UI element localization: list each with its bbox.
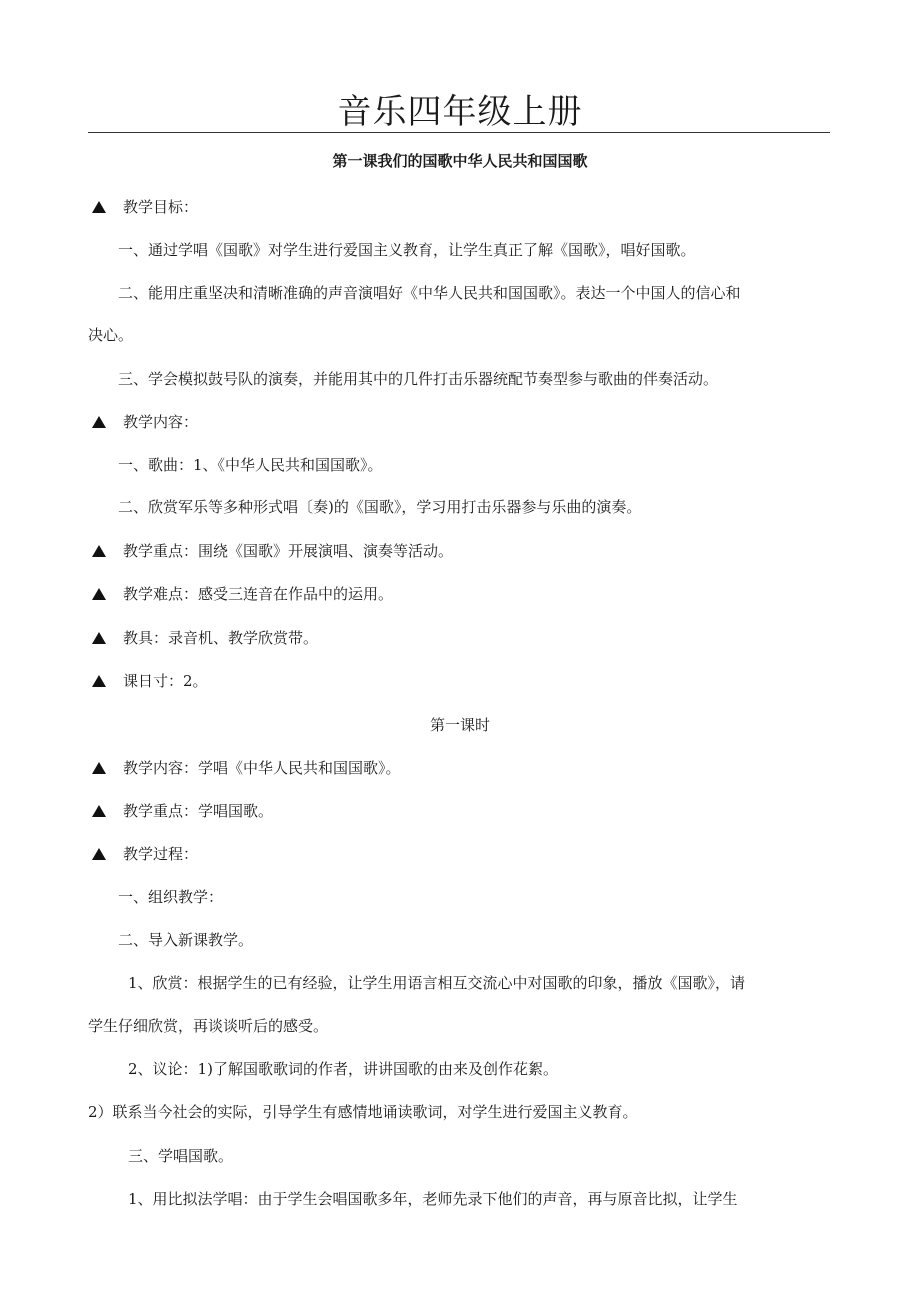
bullet-line-lesson-content [92, 757, 401, 779]
triangle-bullet-icon [92, 416, 106, 428]
triangle-bullet-icon [92, 805, 106, 817]
bullet-text: 教学内容：学唱《中华人民共和国国歌》。 [123, 759, 401, 777]
bullet-text: 教学重点：学唱国歌。 [123, 802, 274, 820]
paragraph-line: 一、通过学唱《国歌》对学生进行爱国主义教育，让学生真正了解《国歌》，唱好国歌。 [118, 241, 696, 259]
bullet-text: 教学过程： [123, 845, 199, 863]
lesson-title: 第一课我们的国歌中华人民共和国国歌 [332, 152, 588, 170]
paragraph-line: 1、用比拟法学唱：由于学生会唱国歌多年，老师先录下他们的声音，再与原音比拟，让学生 [128, 1190, 738, 1208]
bullet-line-process [92, 843, 198, 865]
triangle-bullet-icon [92, 545, 106, 557]
triangle-bullet-icon [92, 201, 106, 213]
title-divider [88, 132, 830, 133]
bullet-line-difficulties [92, 583, 393, 605]
paragraph-line: 2、议论：1)了解国歌歌词的作者，讲讲国歌的由来及创作花絮。 [128, 1060, 558, 1078]
bullet-text: 教学目标： [123, 198, 199, 216]
bullet-line-content [92, 411, 198, 433]
paragraph-line: 2）联系当今社会的实际，引导学生有感情地诵读歌词，对学生进行爱国主义教育。 [88, 1103, 638, 1121]
bullet-text: 课日寸：2。 [123, 672, 208, 690]
bullet-text: 教学重点：围绕《国歌》开展演唱、演奏等活动。 [123, 542, 454, 560]
paragraph-line: 一、组织教学： [118, 888, 224, 906]
triangle-bullet-icon [92, 848, 106, 860]
paragraph-line: 决心。 [88, 326, 134, 344]
triangle-bullet-icon [92, 632, 106, 644]
bullet-text: 教具：录音机、教学欣赏带。 [123, 629, 319, 647]
bullet-line-lesson-focus [92, 800, 273, 822]
bullet-line-class-hours [92, 670, 208, 692]
bullet-text: 教学内容： [123, 413, 199, 431]
paragraph-line: 一、歌曲：1、《中华人民共和国国歌》。 [118, 456, 383, 474]
paragraph-line: 二、能用庄重坚决和清晰准确的声音演唱好《中华人民共和国国歌》。表达一个中国人的信心和 [118, 284, 741, 302]
page-title: 音乐四年级上册 [337, 92, 583, 132]
paragraph-line: 二、导入新课教学。 [118, 931, 254, 949]
triangle-bullet-icon [92, 588, 106, 600]
paragraph-line: 二、欣赏军乐等多种形式唱〔奏)的《国歌》，学习用打击乐器参与乐曲的演奏。 [118, 498, 642, 516]
bullet-text: 教学难点：感受三连音在作品中的运用。 [123, 585, 394, 603]
triangle-bullet-icon [92, 762, 106, 774]
paragraph-line: 三、学会模拟鼓号队的演奏，并能用其中的几件打击乐器统配节奏型参与歌曲的伴奏活动。 [118, 370, 719, 388]
paragraph-line: 1、欣赏：根据学生的已有经验，让学生用语言相互交流心中对国歌的印象，播放《国歌》，请 [128, 974, 746, 992]
bullet-line-teaching-aids [92, 627, 318, 649]
paragraph-line: 学生仔细欣赏，再谈谈听后的感受。 [88, 1017, 329, 1035]
triangle-bullet-icon [92, 675, 106, 687]
section-heading: 第一课时 [429, 716, 490, 734]
bullet-line-objectives [92, 196, 198, 218]
paragraph-line: 三、学唱国歌。 [128, 1147, 234, 1165]
bullet-line-key-points [92, 540, 453, 562]
